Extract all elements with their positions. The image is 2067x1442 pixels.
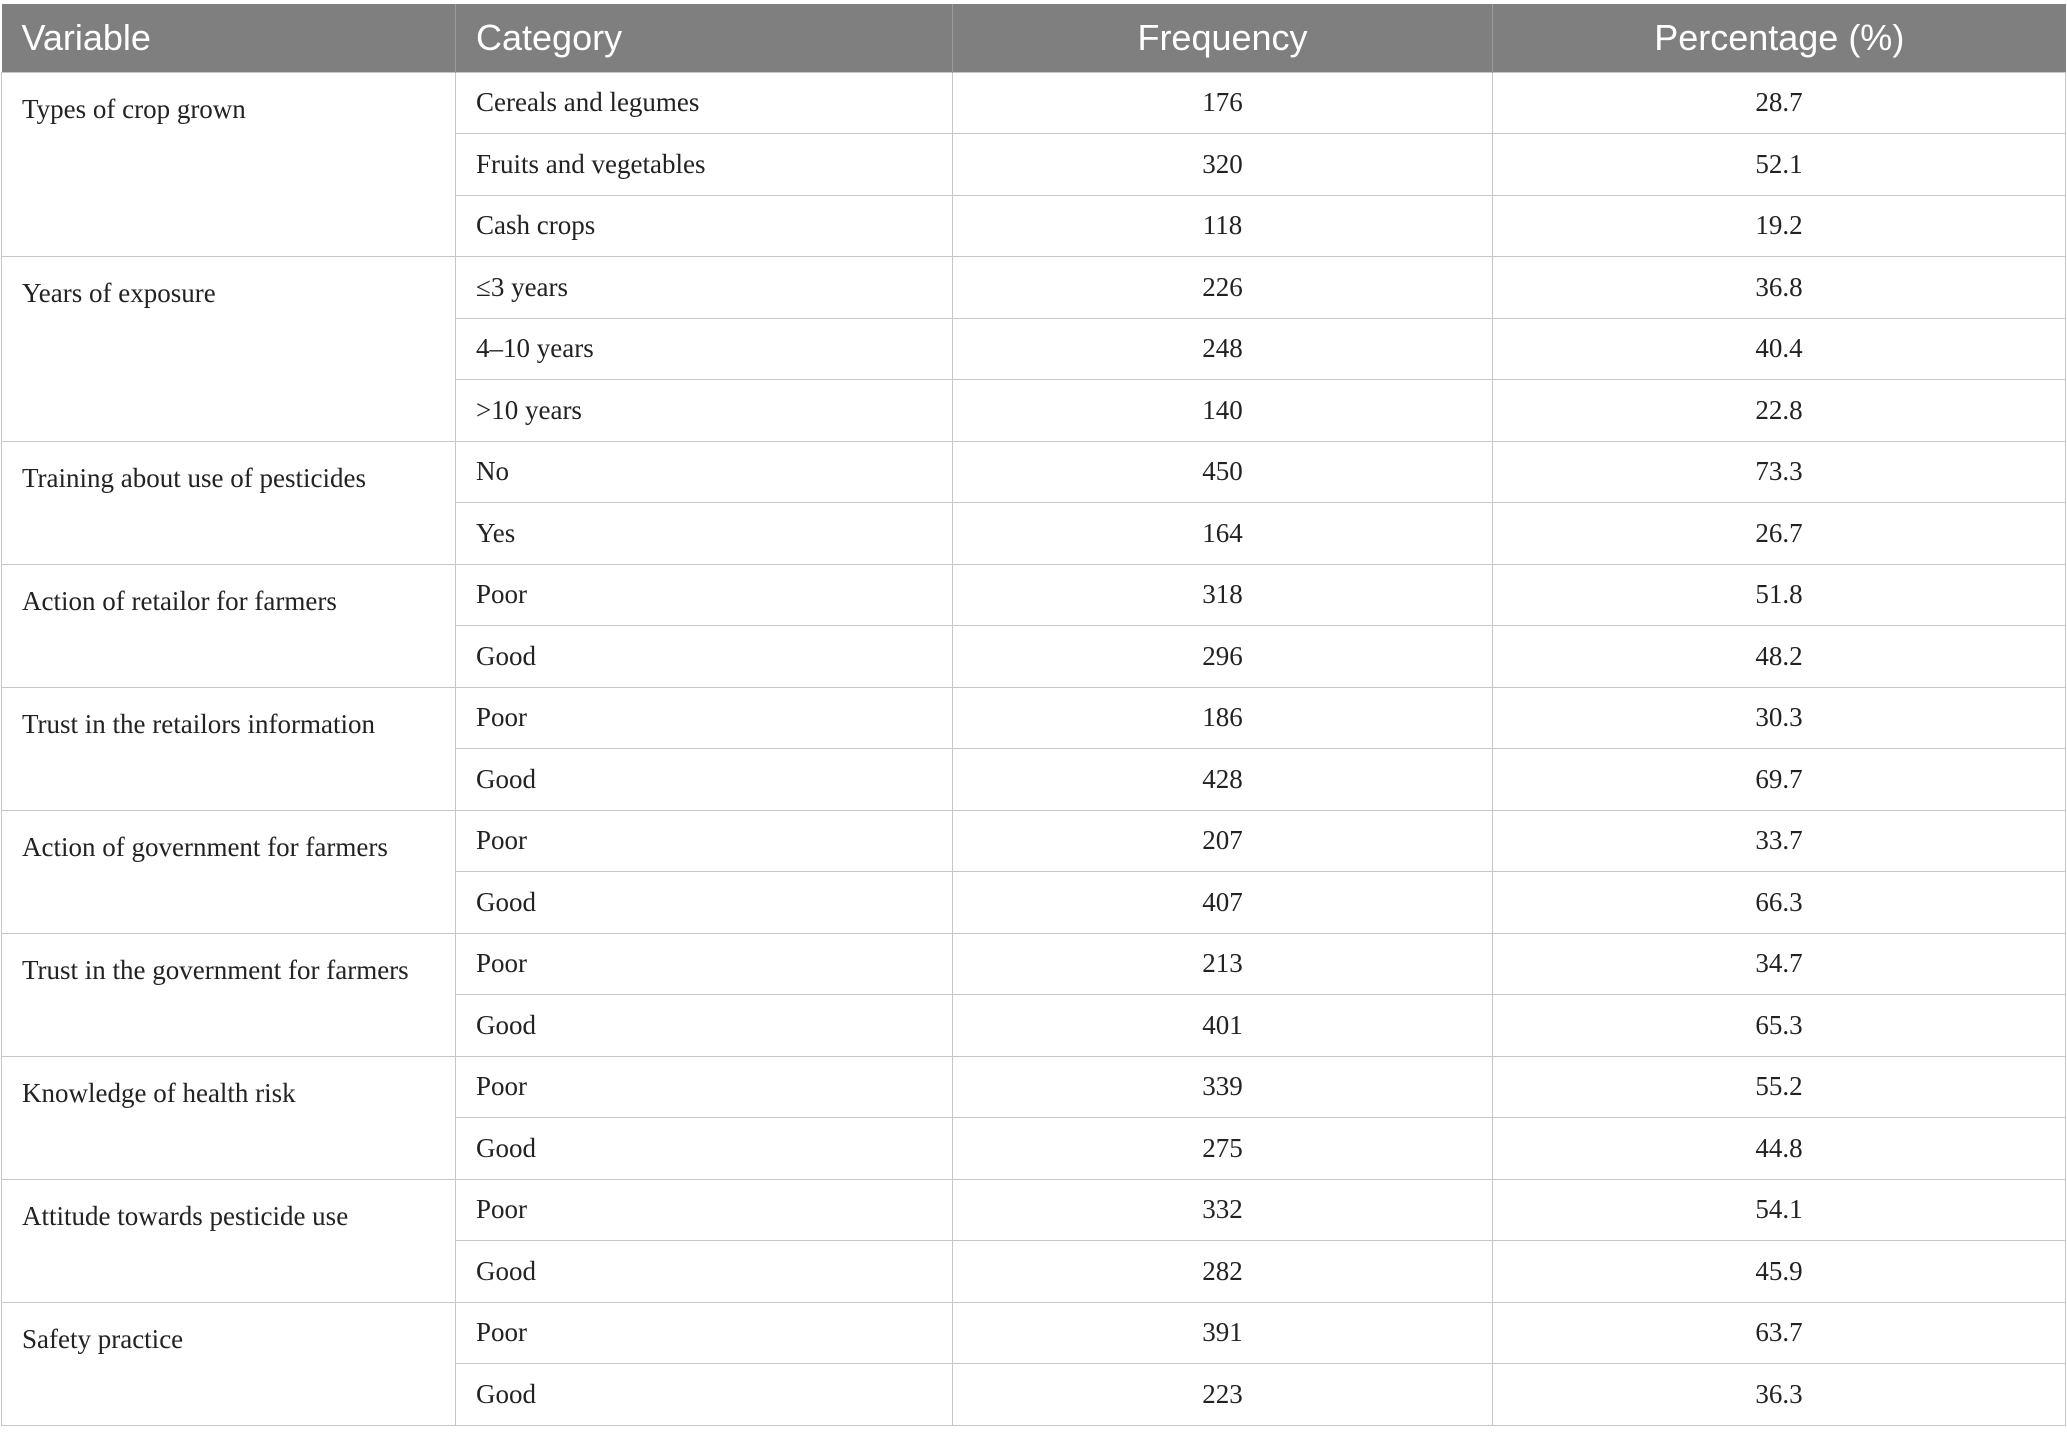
variable-cell: Trust in the retailors information (2, 687, 456, 810)
percentage-cell: 33.7 (1493, 810, 2066, 872)
percentage-cell: 73.3 (1493, 441, 2066, 503)
table-row (2, 564, 2066, 626)
category-cell: Good (456, 1118, 953, 1180)
frequency-cell: 176 (953, 72, 1493, 134)
category-cell: Poor (456, 687, 953, 749)
percentage-cell: 19.2 (1493, 195, 2066, 257)
table-row (2, 810, 2066, 872)
category-cell: Good (456, 749, 953, 811)
header-percentage: Percentage (%) (1493, 4, 2066, 72)
category-cell: Poor (456, 1302, 953, 1364)
category-cell: Good (456, 872, 953, 934)
category-cell: No (456, 441, 953, 503)
frequency-cell: 223 (953, 1364, 1493, 1426)
percentage-cell: 36.8 (1493, 257, 2066, 319)
variable-cell: Years of exposure (2, 257, 456, 442)
frequency-cell: 275 (953, 1118, 1493, 1180)
variable-cell: Trust in the government for farmers (2, 933, 456, 1056)
percentage-cell: 30.3 (1493, 687, 2066, 749)
category-cell: >10 years (456, 380, 953, 442)
frequency-cell: 428 (953, 749, 1493, 811)
frequency-cell: 282 (953, 1241, 1493, 1303)
frequency-cell: 318 (953, 564, 1493, 626)
frequency-cell: 213 (953, 933, 1493, 995)
header-frequency: Frequency (953, 4, 1493, 72)
variable-cell: Training about use of pesticides (2, 441, 456, 564)
frequency-cell: 332 (953, 1179, 1493, 1241)
data-table-container (1, 4, 2065, 1426)
percentage-cell: 65.3 (1493, 995, 2066, 1057)
category-cell: Cereals and legumes (456, 72, 953, 134)
category-cell: Poor (456, 564, 953, 626)
variable-cell: Action of government for farmers (2, 810, 456, 933)
header-variable: Variable (2, 4, 456, 72)
percentage-cell: 63.7 (1493, 1302, 2066, 1364)
frequency-cell: 391 (953, 1302, 1493, 1364)
percentage-cell: 54.1 (1493, 1179, 2066, 1241)
percentage-cell: 40.4 (1493, 318, 2066, 380)
frequency-cell: 296 (953, 626, 1493, 688)
table-row (2, 1179, 2066, 1241)
variable-cell: Action of retailor for farmers (2, 564, 456, 687)
frequency-cell: 118 (953, 195, 1493, 257)
frequency-cell: 450 (953, 441, 1493, 503)
variable-cell: Attitude towards pesticide use (2, 1179, 456, 1302)
category-cell: Good (456, 1241, 953, 1303)
percentage-cell: 34.7 (1493, 933, 2066, 995)
frequency-cell: 140 (953, 380, 1493, 442)
category-cell: Poor (456, 933, 953, 995)
percentage-cell: 36.3 (1493, 1364, 2066, 1426)
category-cell: Poor (456, 1056, 953, 1118)
category-cell: Poor (456, 1179, 953, 1241)
category-cell: Good (456, 626, 953, 688)
header-category: Category (456, 4, 953, 72)
category-cell: ≤3 years (456, 257, 953, 319)
percentage-cell: 22.8 (1493, 380, 2066, 442)
table-body (2, 72, 2066, 1425)
percentage-cell: 69.7 (1493, 749, 2066, 811)
table-row (2, 72, 2066, 134)
frequency-cell: 407 (953, 872, 1493, 934)
frequency-cell: 401 (953, 995, 1493, 1057)
frequency-cell: 164 (953, 503, 1493, 565)
frequency-cell: 320 (953, 134, 1493, 196)
data-table (1, 4, 2066, 1426)
category-cell: 4–10 years (456, 318, 953, 380)
percentage-cell: 66.3 (1493, 872, 2066, 934)
frequency-cell: 226 (953, 257, 1493, 319)
variable-cell: Safety practice (2, 1302, 456, 1425)
table-row (2, 441, 2066, 503)
table-row (2, 1056, 2066, 1118)
category-cell: Fruits and vegetables (456, 134, 953, 196)
frequency-cell: 248 (953, 318, 1493, 380)
percentage-cell: 51.8 (1493, 564, 2066, 626)
frequency-cell: 207 (953, 810, 1493, 872)
percentage-cell: 52.1 (1493, 134, 2066, 196)
percentage-cell: 45.9 (1493, 1241, 2066, 1303)
frequency-cell: 186 (953, 687, 1493, 749)
frequency-cell: 339 (953, 1056, 1493, 1118)
percentage-cell: 44.8 (1493, 1118, 2066, 1180)
table-row (2, 257, 2066, 319)
category-cell: Poor (456, 810, 953, 872)
category-cell: Cash crops (456, 195, 953, 257)
percentage-cell: 26.7 (1493, 503, 2066, 565)
category-cell: Good (456, 1364, 953, 1426)
category-cell: Good (456, 995, 953, 1057)
category-cell: Yes (456, 503, 953, 565)
percentage-cell: 28.7 (1493, 72, 2066, 134)
header-row (2, 4, 2066, 72)
percentage-cell: 55.2 (1493, 1056, 2066, 1118)
table-row (2, 687, 2066, 749)
variable-cell: Types of crop grown (2, 72, 456, 257)
table-header (2, 4, 2066, 72)
table-row (2, 933, 2066, 995)
percentage-cell: 48.2 (1493, 626, 2066, 688)
variable-cell: Knowledge of health risk (2, 1056, 456, 1179)
table-row (2, 1302, 2066, 1364)
